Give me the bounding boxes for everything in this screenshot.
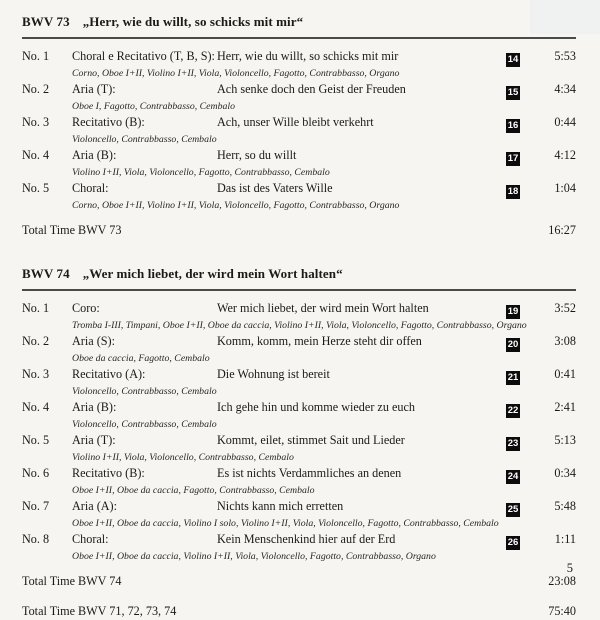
track-no: No. 3 [22, 367, 50, 381]
movement-type: Aria (B): [72, 148, 117, 162]
section-total-label: Total Time BWV 73 [22, 223, 122, 237]
instrumentation: Oboe I+II, Oboe da caccia, Violino I+II, Viola, Violoncello, Fagotto, Contrabbasso, Organo [72, 551, 436, 562]
track-badge-cell [506, 465, 534, 484]
track-duration: 0:34 [554, 466, 576, 480]
track-badge-cell [506, 333, 534, 352]
track-list [22, 300, 576, 563]
instrumentation: Corno, Oboe I+II, Violino I+II, Viola, Violoncello, Fagotto, Contrabbasso, Organo [72, 200, 400, 211]
cantata-section [22, 13, 576, 239]
track-no: No. 1 [22, 49, 50, 63]
cd-track-badge: 22 [507, 405, 519, 416]
track-row [22, 81, 576, 113]
movement-type: Choral e Recitativo (T, B, S): [72, 49, 215, 63]
track-duration: 5:48 [554, 499, 576, 513]
movement-type: Choral: [72, 181, 109, 195]
cantata-section [22, 265, 576, 590]
movement-type: Aria (S): [72, 334, 115, 348]
track-no: No. 2 [22, 82, 50, 96]
track-main-line [22, 531, 576, 550]
movement-type: Aria (T): [72, 433, 116, 447]
cd-track-badge: 17 [507, 153, 519, 164]
movement-title: Die Wohnung ist bereit [217, 367, 330, 381]
section-header [22, 13, 576, 31]
track-list [22, 48, 576, 212]
track-badge-cell [506, 180, 534, 199]
movement-type: Coro: [72, 301, 100, 315]
movement-title: Komm, komm, mein Herze steht dir offen [217, 334, 422, 348]
track-row [22, 465, 576, 497]
movement-type: Aria (B): [72, 400, 117, 414]
track-main-line [22, 300, 576, 319]
track-no: No. 8 [22, 532, 50, 546]
section-divider [22, 37, 576, 39]
cd-track-badge: 16 [507, 120, 519, 131]
track-duration: 4:12 [554, 148, 576, 162]
track-row [22, 147, 576, 179]
track-main-line [22, 465, 576, 484]
track-no: No. 5 [22, 181, 50, 195]
track-main-line [22, 366, 576, 385]
movement-title: Kein Menschenkind hier auf der Erd [217, 532, 396, 546]
track-badge-cell [506, 366, 534, 385]
grand-total-time: 75:40 [548, 604, 576, 618]
track-no: No. 4 [22, 400, 50, 414]
track-duration: 0:41 [554, 367, 576, 381]
instrumentation: Oboe I+II, Oboe da caccia, Violino I solo, Violino I+II, Viola, Violoncello, Fagotto, Contrabbasso, Cembalo [72, 518, 499, 529]
movement-title: Ach senke doch den Geist der Freuden [217, 82, 406, 96]
instrumentation: Oboe I+II, Oboe da caccia, Fagotto, Contrabbasso, Cembalo [72, 485, 315, 496]
movement-type: Recitativo (B): [72, 466, 145, 480]
track-row [22, 333, 576, 365]
cantata-title: „Herr, wie du willt, so schicks mit mir“ [82, 14, 304, 29]
track-main-line [22, 81, 576, 100]
cantata-title: „Wer mich liebet, der wird mein Wort halten“ [82, 266, 343, 281]
section-total-label: Total Time BWV 74 [22, 574, 122, 588]
movement-type: Aria (T): [72, 82, 116, 96]
instrumentation: Oboe da caccia, Fagotto, Cembalo [72, 353, 210, 364]
track-no: No. 7 [22, 499, 50, 513]
track-main-line [22, 333, 576, 352]
cd-track-badge: 14 [507, 54, 519, 65]
track-row [22, 366, 576, 398]
track-no: No. 1 [22, 301, 50, 315]
section-total-row [22, 573, 576, 590]
track-row [22, 300, 576, 332]
track-duration: 4:34 [554, 82, 576, 96]
track-no: No. 6 [22, 466, 50, 480]
section-total-row [22, 222, 576, 239]
movement-title: Es ist nichts Verdammliches an denen [217, 466, 402, 480]
instrumentation: Violino I+II, Viola, Violoncello, Fagotto, Contrabbasso, Cembalo [72, 167, 330, 178]
instrumentation: Violino I+II, Viola, Violoncello, Contrabbasso, Cembalo [72, 452, 294, 463]
track-badge-cell [506, 300, 534, 319]
instrumentation: Violoncello, Contrabbasso, Cembalo [72, 419, 217, 430]
cd-track-badge: 24 [507, 471, 519, 482]
cd-track-badge: 26 [507, 537, 519, 548]
cd-track-badge: 25 [507, 504, 519, 515]
cd-track-badge: 15 [507, 87, 519, 98]
track-duration: 0:44 [554, 115, 576, 129]
track-badge-cell [506, 531, 534, 550]
movement-title: Das ist des Vaters Wille [217, 181, 333, 195]
cd-track-badge: 23 [507, 438, 519, 449]
track-row [22, 531, 576, 563]
track-row [22, 432, 576, 464]
track-row [22, 114, 576, 146]
instrumentation: Corno, Oboe I+II, Violino I+II, Viola, Violoncello, Fagotto, Contrabbasso, Organo [72, 68, 400, 79]
instrumentation: Violoncello, Contrabbasso, Cembalo [72, 134, 217, 145]
sections [22, 13, 576, 590]
track-duration: 2:41 [554, 400, 576, 414]
track-duration: 1:11 [554, 532, 576, 546]
track-badge-cell [506, 81, 534, 100]
page-number: 5 [566, 561, 573, 575]
track-duration: 3:52 [554, 301, 576, 315]
instrumentation: Tromba I-III, Timpani, Oboe I+II, Oboe da caccia, Violino I+II, Viola, Violoncello, Fagotto, Contrabbasso, Organo [72, 320, 527, 331]
track-main-line [22, 114, 576, 133]
track-row [22, 48, 576, 80]
grand-total-row [22, 603, 576, 620]
track-badge-cell [506, 498, 534, 517]
grand-total-label: Total Time BWV 71, 72, 73, 74 [22, 604, 177, 618]
bwv-code: BWV 73 [22, 14, 70, 29]
track-no: No. 5 [22, 433, 50, 447]
track-row [22, 399, 576, 431]
track-badge-cell [506, 432, 534, 451]
cd-track-badge: 21 [507, 372, 519, 383]
track-no: No. 4 [22, 148, 50, 162]
movement-type: Aria (A): [72, 499, 118, 513]
track-main-line [22, 399, 576, 418]
movement-title: Wer mich liebet, der wird mein Wort halten [217, 301, 429, 315]
movement-title: Herr, wie du willt, so schicks mit mir [217, 49, 399, 63]
track-duration: 1:04 [554, 181, 576, 195]
track-row [22, 180, 576, 212]
movement-type: Recitativo (A): [72, 367, 146, 381]
track-duration: 3:08 [554, 334, 576, 348]
track-main-line [22, 180, 576, 199]
movement-title: Ich gehe hin und komme wieder zu euch [217, 400, 415, 414]
track-main-line [22, 498, 576, 517]
movement-title: Ach, unser Wille bleibt verkehrt [217, 115, 374, 129]
track-badge-cell [506, 399, 534, 418]
track-main-line [22, 432, 576, 451]
cd-track-badge: 18 [507, 186, 519, 197]
track-no: No. 2 [22, 334, 50, 348]
movement-title: Herr, so du willt [217, 148, 297, 162]
bwv-code: BWV 74 [22, 266, 70, 281]
track-main-line [22, 48, 576, 67]
section-divider [22, 289, 576, 291]
cd-track-badge: 19 [507, 306, 519, 317]
instrumentation: Violoncello, Contrabbasso, Cembalo [72, 386, 217, 397]
section-total-time: 16:27 [548, 223, 576, 237]
cd-track-badge: 20 [507, 339, 519, 350]
track-main-line [22, 147, 576, 166]
track-badge-cell [506, 114, 534, 133]
movement-title: Kommt, eilet, stimmet Sait und Lieder [217, 433, 405, 447]
track-duration: 5:13 [554, 433, 576, 447]
section-total-time: 23:08 [548, 574, 576, 588]
movement-type: Choral: [72, 532, 109, 546]
instrumentation: Oboe I, Fagotto, Contrabbasso, Cembalo [72, 101, 236, 112]
track-no: No. 3 [22, 115, 50, 129]
section-header [22, 265, 576, 283]
movement-title: Nichts kann mich erretten [217, 499, 344, 513]
track-row [22, 498, 576, 530]
track-badge-cell [506, 147, 534, 166]
track-duration: 5:53 [554, 49, 576, 63]
track-badge-cell [506, 48, 534, 67]
movement-type: Recitativo (B): [72, 115, 145, 129]
